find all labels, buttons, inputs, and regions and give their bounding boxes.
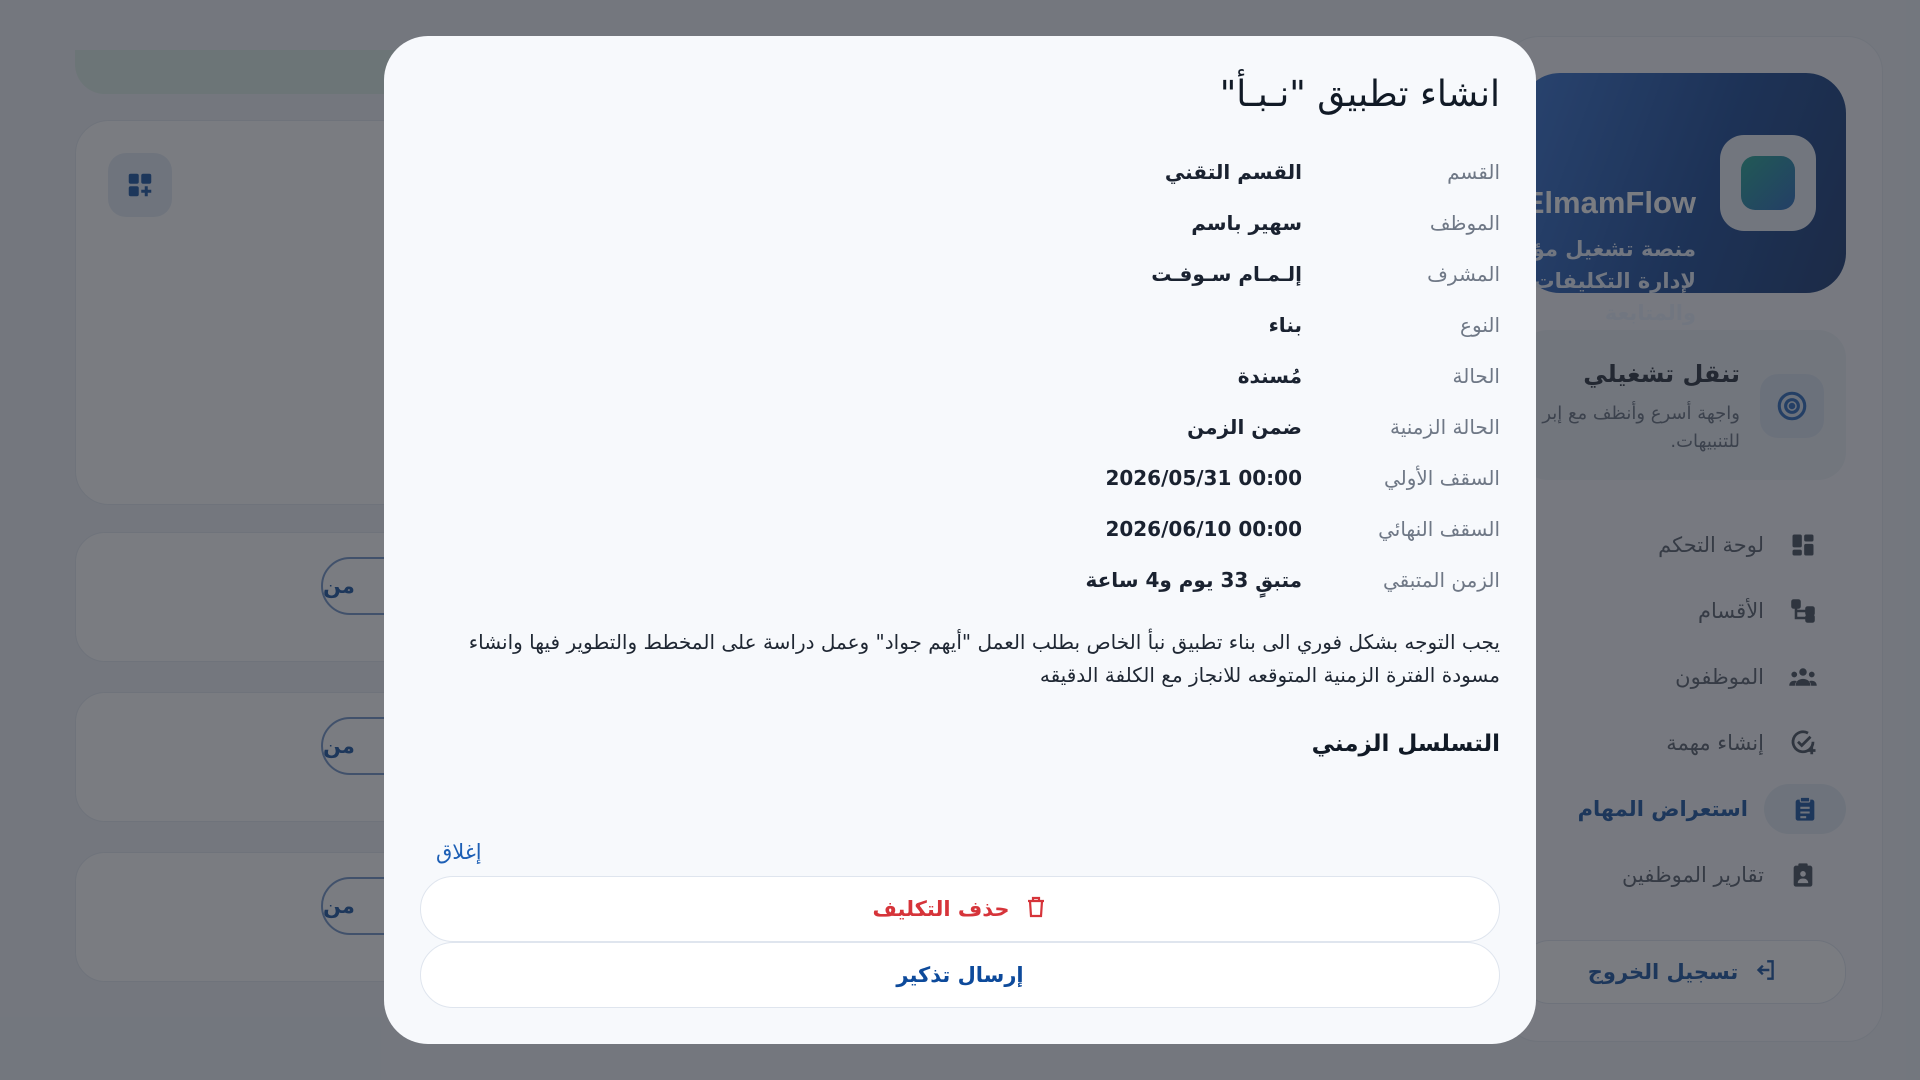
- detail-value: متبقٍ 33 يوم و4 ساعة: [1085, 567, 1302, 592]
- detail-row-department: [800, 146, 1500, 197]
- detail-row-supervisor: [800, 248, 1500, 299]
- delete-label: حذف التكليف: [872, 897, 1010, 921]
- task-details-list: [800, 146, 1500, 605]
- send-reminder-button[interactable]: [420, 942, 1500, 1008]
- timeline-heading: التسلسل الزمني: [1311, 731, 1500, 757]
- detail-row-type: [800, 299, 1500, 350]
- detail-value: ضمن الزمن: [1187, 414, 1302, 439]
- detail-label: النوع: [1460, 312, 1500, 337]
- detail-value: 2026/05/31 00:00: [1105, 465, 1302, 490]
- close-link[interactable]: إغلاق: [436, 840, 482, 864]
- trash-icon: [1024, 894, 1048, 925]
- detail-value: إلـمـام سـوفـت: [1151, 261, 1302, 286]
- detail-label: السقف الأولي: [1383, 465, 1500, 490]
- detail-value: مُسندة: [1237, 363, 1302, 388]
- task-details-modal: [384, 36, 1536, 1044]
- detail-label: الحالة: [1452, 363, 1500, 388]
- detail-value: سهير باسم: [1191, 210, 1302, 235]
- detail-label: الزمن المتبقي: [1382, 567, 1500, 592]
- detail-label: المشرف: [1427, 261, 1500, 286]
- detail-row-initial-deadline: [800, 452, 1500, 503]
- detail-row-remaining-time: [800, 554, 1500, 605]
- modal-title: انشاء تطبيق "نـبـأ": [1219, 74, 1500, 115]
- detail-value: 2026/06/10 00:00: [1105, 516, 1302, 541]
- detail-row-employee: [800, 197, 1500, 248]
- detail-label: الموظف: [1429, 210, 1500, 235]
- task-description: يجب التوجه بشكل فوري الى بناء تطبيق نبأ الخاص بطلب العمل "أيهم جواد" وعمل دراسة على المخطط والتطوير فيها وانشاء مسودة الفترة الزمنية المتوقعه للانجاز مع الكلفة الدقيقه: [468, 630, 1500, 687]
- detail-label: السقف النهائي: [1378, 516, 1500, 541]
- remind-label: إرسال تذكير: [896, 963, 1024, 987]
- detail-row-time-status: [800, 401, 1500, 452]
- detail-row-status: [800, 350, 1500, 401]
- detail-label: القسم: [1447, 159, 1500, 184]
- detail-row-final-deadline: [800, 503, 1500, 554]
- detail-value: القسم التقني: [1164, 159, 1302, 184]
- detail-value: بناء: [1268, 312, 1302, 337]
- delete-assignment-button[interactable]: [420, 876, 1500, 942]
- detail-label: الحالة الزمنية: [1389, 414, 1500, 439]
